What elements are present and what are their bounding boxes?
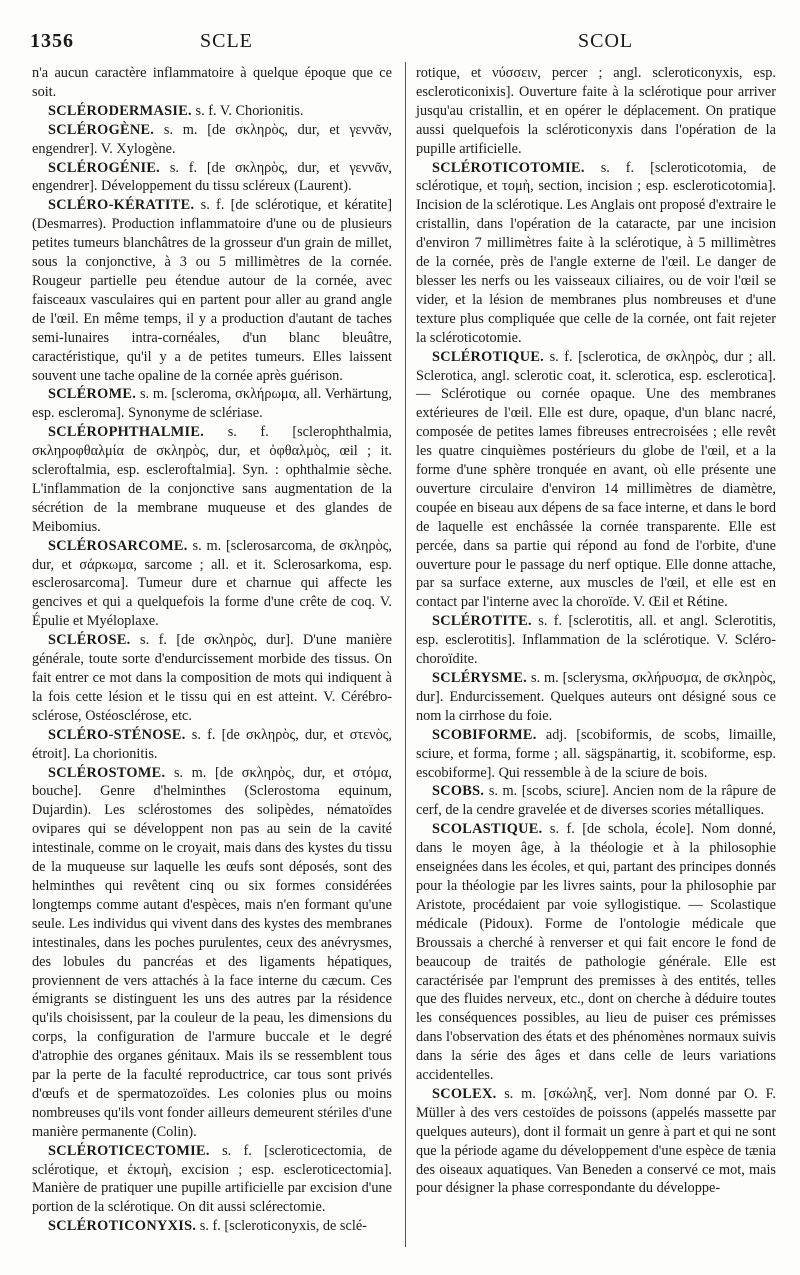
dictionary-entry: SCLÉROGÉNIE. s. f. [de σκληρὸς, dur, et γεννᾶν, engendrer]. Développement du tissu scléreux (Laurent). xyxy=(32,159,392,195)
dictionary-entry: SCLÉRO-STÉNOSE. s. f. [de σκληρὸς, dur, et στενὸς, étroit]. La chorionitis. xyxy=(32,726,392,762)
dictionary-entry: SCLÉROSARCOME. s. m. [sclerosarcoma, de σκληρὸς, dur, et σάρκωμα, sarcome ; all. et it. Sclerosarkoma, esp. esclerosarcoma]. Tumeur dure et charnue qui affecte les gencives et qui a quelquefois la forme d'une crête de coq. V. Épulie et Myéloplaxe. xyxy=(32,537,392,630)
dictionary-entry: SCLÉROTICONYXIS. s. f. [scleroticonyxis, de sclé- xyxy=(48,1218,367,1235)
dictionary-entry: rotique, et νύσσειν, percer ; angl. scleroticonyxis, esp. escleroticonixis]. Ouverture faite à la sclérotique pour arriver jusqu'au cristallin, et en opérer le déplacement. On pratique aussi quelquefois la scléroticonyxis dans l'opération de la pupille artificielle. xyxy=(416,65,776,157)
dictionary-entry: SCLÉROPHTHALMIE. s. f. [sclerophthalmia, σκληροφθαλμία de σκληρὸς, dur, et ὀφθαλμὸς, œil ; it. scleroftalmia, esp. escleroftalmia]. Syn. : ophthalmie sèche. L'inflammation de la conjonctive sans augmentation de la sécrétion de la membrane muqueuse et des glandes de Meibomius. xyxy=(32,424,392,535)
dictionary-entry: SCOLEX. s. m. [σκώληξ, ver]. Nom donné par O. F. Müller à des vers cestoïdes de poissons (appelés massette par quelques auteurs), dont il formait un genre à part et qui ne sont que la période agame du développement d'une espèce de tænia des oiseaux aquatiques. Van Beneden a conservé ce mot, mais pour désigner la phase correspondante du développe- xyxy=(416,1085,776,1197)
dictionary-entry: SCLÉROSE. s. f. [de σκληρὸς, dur]. D'une manière générale, toute sorte d'endurcissement morbide des tissus. On fait entrer ce mot dans la composition de mots qui indiquent à la fois cette lésion et le tissu qui en est atteint. V. Cérébro-sclérose, Ostéosclérose, etc. xyxy=(32,632,392,724)
dictionary-entry: SCLÉRODERMASIE. s. f. V. Chorionitis. xyxy=(48,102,304,119)
dictionary-entry: SCLÉROGÈNE. s. m. [de σκληρὸς, dur, et γεννᾶν, engendrer]. V. Xylogène. xyxy=(32,121,392,157)
dictionary-entry: SCLÉRO-KÉRATITE. s. f. [de sclérotique, et kératite] (Desmarres). Production inflammatoire d'une ou de plusieurs petites tumeurs blanchâtres de la grosseur d'un grain de millet, sous la conjonctive, à 3 ou 5 millimètres de la cornée. Rougeur partielle peu étendue autour de la cornée, avec faisceaux vasculaires qui en partent pour aller au grand angle de l'œil. En même temps, il y a production d'autant de taches semi-lunaires intra-cornéales, d'un blanc bleuâtre, caractéristique, qu'il y a de petites tumeurs. Elles laissent souvent une tache opaline de la cornée après guérison. xyxy=(32,197,392,384)
left-column xyxy=(32,64,392,1236)
dictionary-entry: n'a aucun caractère inflammatoire à quelque époque que ce soit. xyxy=(32,65,392,100)
dictionary-entry: SCLÉRYSME. s. m. [sclerysma, σκλήρυσμα, de σκληρὸς, dur]. Endurcissement. Quelques auteurs ont désigné sous ce nom la cirrhose du foie. xyxy=(416,670,777,724)
page-header xyxy=(0,30,800,60)
running-head-left: SCLE xyxy=(200,30,253,52)
dictionary-entry: SCLÉROTITE. s. f. [sclerotitis, all. et angl. Sclerotitis, esp. esclerotitis]. Inflammation de la sclérotique. V. Scléro-choroïdite. xyxy=(416,613,776,668)
dictionary-entry: SCLÉROTICOTOMIE. s. f. [scleroticotomia, de sclérotique, et τομὴ, section, incision ; esp. escleroticotomia]. Incision de la sclérotique. Les Anglais ont proposé d'extraire le cristallin, dans l'opération de la cataracte, par une incision d'environ 7 millimètres faite à la sclérotique, à 5 millimètres de la cornée, près de l'angle externe de l'œil. Le danger de blesser les nerfs ou les vaisseaux ciliaires, ou de voir l'œil se vider, et la lésion de membranes plus nombreuses et d'une texture plus compliquée que celle de la cornée, ont fait rejeter la scléroticotomie. xyxy=(416,159,776,346)
dictionary-entry: SCLÉROME. s. m. [scleroma, σκλήρωμα, all. Verhärtung, esp. escleroma]. Synonyme de sclériase. xyxy=(32,386,392,422)
dictionary-entry: SCLÉROTICECTOMIE. s. f. [scleroticectomia, de sclérotique, et ἐκτομὴ, excision ; esp. escleroticectomia]. Manière de pratiquer une pupille artificielle par excision d'une portion de la sclérotique. On dit aussi sclérectomie. xyxy=(32,1142,393,1216)
page-number: 1356 xyxy=(30,30,74,52)
dictionary-entry: SCOBIFORME. adj. [scobiformis, de scobs, limaille, sciure, et forma, forme ; all. sägspänartig, it. scobiforme, esp. escobiforme]. Qui ressemble à de la sciure de bois. xyxy=(416,726,777,781)
dictionary-entry: SCOBS. s. m. [scobs, sciure]. Ancien nom de la râpure de cerf, de la cendre gravelée et de diverses scories métalliques. xyxy=(416,783,776,819)
column-divider xyxy=(405,62,406,1247)
dictionary-entry: SCOLASTIQUE. s. f. [de schola, école]. Nom donné, dans le moyen âge, à la théologie et à la philosophie enseignées dans les écoles, et qui, partant des principes donnés pour la théologie par les livres saints, pour la philosophie par Aristote, procédaient par voie syllogistique. — Scolastique médicale (Pidoux). Forme de l'ontologie médicale que Broussais a cherché à renverser et qui fait encore le fond de beaucoup de traités de pathologie générale. Elle est caractérisée par l'emprunt des premisses à des entités, telles que des fluides nerveux, etc., dont on cherche à déduire toutes les conséquences possibles, au lieu de puiser ces prémisses dans l'observation des états et des phénomènes normaux suivis dans la série des âges et dans celle de leurs variations accidentelles. xyxy=(416,821,777,1084)
right-column xyxy=(416,64,776,1198)
dictionary-entry: SCLÉROTIQUE. s. f. [sclerotica, de σκληρὸς, dur ; all. Sclerotica, angl. sclerotic coat, it. sclerotica, esp. esclerotica]. — Sclérotique ou cornée opaque. Une des membranes extérieures de l'œil. Elle est dure, opaque, d'un blanc nacré, composée de petites lames fibreuses entrecroisées ; elle revêt les quatre cinquièmes postérieurs du globe de l'œil, et a la forme d'une sphère tronquée en avant, où elle présente une ouverture circulaire d'environ 14 millimètres de diamètre, coupée en biseau aux dépens de sa face interne, et dans le bord de laquelle est enchâssée la cornée transparente. Elle est percée, dans sa partie qui répond au fond de l'orbite, d'une ouverture pour le passage du nerf optique. Elle donne attache, par sa surface externe, aux muscles de l'œil, et elle est en contact par l'interne avec la choroïde. V. Œil et Rétine. xyxy=(416,348,776,611)
dictionary-entry: SCLÉROSTOME. s. m. [de σκληρὸς, dur, et στόμα, bouche]. Genre d'helminthes (Sclerostoma equinum, Dujardin). Les sclérostomes des solipèdes, nématoïdes ovipares qui se développent non pas au sein de la cavité intestinale, comme on le croyait, mais dans des kystes du tissu de la muqueuse sur laquelle les œufs sont déposés, sont des helminthes qui revêtent cinq ou six formes considérées longtemps comme autant d'espèces, mais n'en formant qu'une seule. Les individus qui vivent dans des kystes des membranes intestinales, dans les poches purulentes, ceux des anévrysmes, des lobules du pancréas et des ligaments hépatiques, proviennent de vers attachés à la face interne du cæcum. Ces émigrants se distinguent les uns des autres par la résidence qu'ils choisissent, par la couleur de la peau, les dimensions du corps, la configuration de l'armure buccale et le degré d'atrophie des organes génitaux. Mais ils se ressemblent tous par la perte de la faculté reproductrice, car tous sont privés d'œufs et de spermatozoïdes. Les colonies plus ou moins nombreuses qu'ils vont fonder ailleurs demeurent stériles d'une manière permanente (Colin). xyxy=(32,764,392,1140)
running-head-right: SCOL xyxy=(578,30,634,52)
